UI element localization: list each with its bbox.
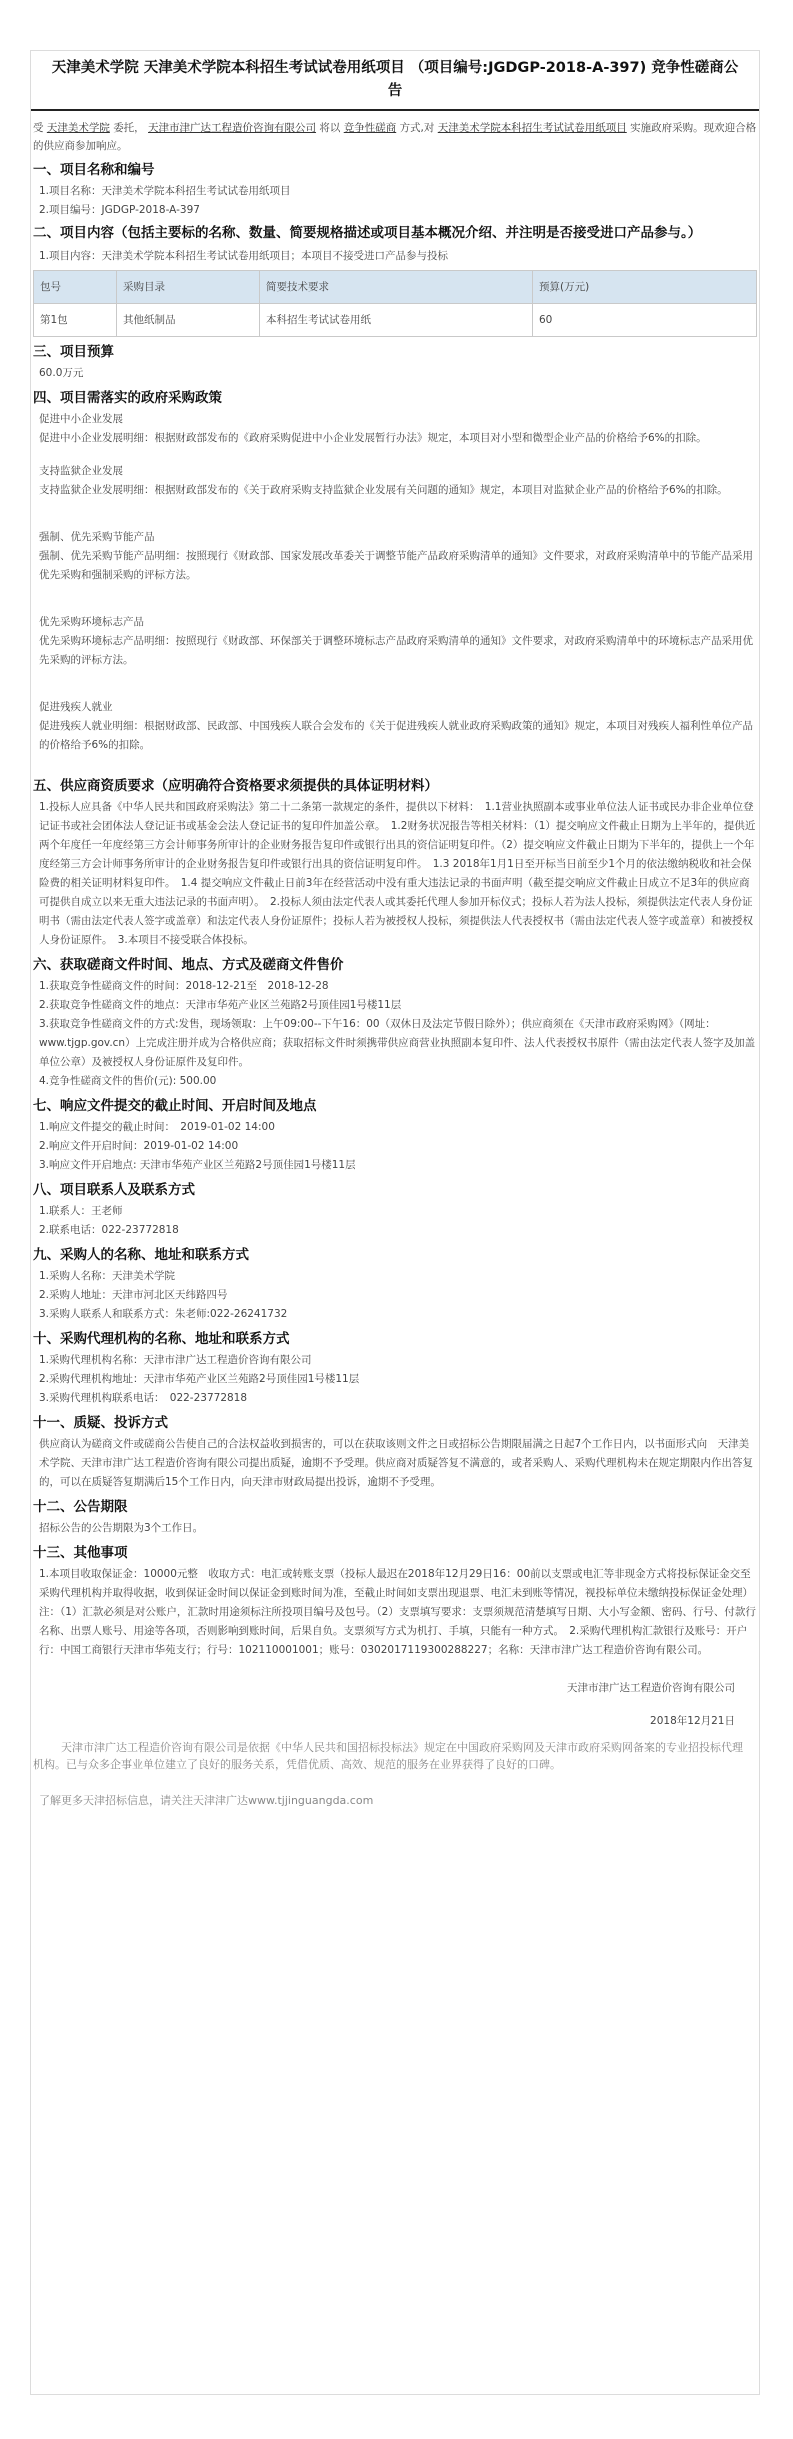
other-matters-text: 1.本项目收取保证金：10000元整 收取方式：电汇或转账支票（投标人最迟在2018年12月29日16：00前以支票或电汇等非现金方式将投标保证金交至采购代理机构并取得收据，收到保证金时间以保证金到账时间为准，至截止时间如支票出现退票、电汇未到账等情况，视投标单位未缴纳投标保证金处理）注：（1）汇款必须是对公账户，汇款时用途须标注所投项目编号及包号。（2）支票填写要求：支票须规范清楚填写日期、大小写金额、密码、行号、付款行名称、出票人账号、用途等各项，否则影响到账时间，后果自负。支票须写方式为机打、手填，只能有一种方式。 2.采购代理机构汇款银行及账号：开户行：中国工商银行天津市华苑支行；行号：102110001001；账号：0302017119300288227；名称：天津市津广达工程造价咨询有限公司。: [39, 1568, 756, 1656]
qualification-text: 1.投标人应具备《中华人民共和国政府采购法》第二十二条第一款规定的条件，提供以下材料： 1.1营业执照副本或事业单位法人证书或民办非企业单位登记证书或社会团体法人登记证书或基金会法人登记证书的复印件加盖公章。 1.2财务状况报告等相关材料：（1）提交响应文件截止日期为上半年的，提供近两个年度任一年度经第三方会计师事务所审计的企业财务报告复印件或银行出具的资信证明复印件。（2）提交响应文件截止日期为下半年的，提供上一个年度经第三方会计师事务所审计的企业财务报告复印件或银行出具的资信证明复印件。 1.3 2018年1月1日至开标当日前至少1个月的依法缴纳税收和社会保险费的相关证明材料复印件。 1.4 提交响应文件截止日前3年在经营活动中没有重大违法记录的书面声明（截至提交响应文件截止日成立不足3年的供应商可提供自成立以来无重大违法记录的书面声明）。 2.投标人须由法定代表人或其委托代理人参加开标仪式；投标人若为法人投标，须提供法定代表人身份证明书（需由法定代表人签字或盖章）和法定代表人身份证原件；投标人若为被授权人投标，须提供法人代表授权书（需由法定代表人签字或盖章）和被授权人身份证原件。 3.本项目不接受联合体投标。: [39, 801, 756, 946]
table-cell: 其他纸制品: [117, 304, 260, 337]
complaint-text: 供应商认为磋商文件或磋商公告使自己的合法权益收到损害的，可以在获取该则文件之日或招标公告期限届满之日起7个工作日内，以书面形式向 天津美术学院、天津市津广达工程造价咨询有限公司提出质疑，逾期不予受理。供应商对质疑答复不满意的，或者采购人、采购代理机构未在规定期限内作出答复的，可以在质疑答复期满后15个工作日内，向天津市财政局提出投诉，逾期不予受理。: [39, 1438, 753, 1488]
table-header-row: [34, 271, 757, 304]
budget-line: 60.0万元: [39, 367, 84, 379]
doc-price-line: 4.竞争性磋商文件的售价(元): 500.00: [39, 1075, 217, 1087]
policy-detail: 支持监狱企业发展明细：根据财政部发布的《关于政府采购支持监狱企业发展有关问题的通知》规定，本项目对监狱企业产品的价格给予6%的扣除。: [39, 484, 728, 496]
contact-phone-line: 2.联系电话：022-23772818: [39, 1224, 179, 1236]
policy-item: [33, 528, 757, 585]
opening-time-line: 2.响应文件开启时间：2019-01-02 14:00: [39, 1140, 239, 1152]
table-header-cell: 包号: [34, 271, 117, 304]
section-heading-8: 八、项目联系人及联系方式: [33, 1182, 195, 1198]
intro-paragraph: [33, 119, 757, 155]
table-row: [34, 304, 757, 337]
intro-text: 委托，: [113, 122, 145, 134]
purchaser-address-line: 2.采购人地址：天津市河北区天纬路四号: [39, 1289, 228, 1301]
intro-text: 实施政府采购。现欢迎合格的供应商参加响应。: [33, 122, 757, 152]
doc-method-line: 3.获取竞争性磋商文件的方式:发售，现场领取：上午09:00--下午16：00（双休日及法定节假日除外）；供应商须在《天津市政府采购网》（网址：www.tjgp.gov.cn）上完成注册并成为合格供应商；获取招标文件时须携带供应商营业执照副本复印件、法人代表授权书原件（需由法定代表人签字及加盖单位公章）及被授权人身份证原件及复印件。: [39, 1018, 756, 1068]
procurement-method: 竞争性磋商: [343, 122, 397, 134]
policy-title: 强制、优先采购节能产品: [39, 531, 155, 543]
opening-place-line: 3.响应文件开启地点: 天津市华苑产业区兰苑路2号顶佳园1号楼11层: [39, 1159, 356, 1171]
section-heading-10: 十、采购代理机构的名称、地址和联系方式: [33, 1331, 290, 1347]
policy-title: 优先采购环境标志产品: [39, 616, 144, 628]
contact-person-line: 1.联系人：王老师: [39, 1205, 123, 1217]
policy-title: 支持监狱企业发展: [39, 465, 123, 477]
table-header-cell: 采购目录: [117, 271, 260, 304]
section-heading-11: 十一、质疑、投诉方式: [33, 1415, 168, 1431]
section-heading-3: 三、项目预算: [33, 344, 114, 360]
signature-date: 2018年12月21日: [650, 1715, 735, 1727]
purchaser-contact-line: 3.采购人联系人和联系方式：朱老师:022-26241732: [39, 1308, 288, 1320]
section-heading-13: 十三、其他事项: [33, 1545, 128, 1561]
table-header-cell: 简要技术要求: [260, 271, 533, 304]
intro-text: 受: [33, 122, 44, 134]
page-title: 天津美术学院 天津美术学院本科招生考试试卷用纸项目 （项目编号:JGDGP-2018-A-397) 竞争性磋商公告: [51, 60, 739, 99]
intro-text: 将以: [319, 122, 341, 134]
policy-detail: 促进残疾人就业明细：根据财政部、民政部、中国残疾人联合会发布的《关于促进残疾人就业政府采购政策的通知》规定，本项目对残疾人福利性单位产品的价格给予6%的扣除。: [39, 720, 753, 751]
announcement-body: [31, 119, 759, 1810]
section-heading-2: 二、项目内容（包括主要标的名称、数量、简要规格描述或项目基本概况介绍、并注明是否接受进口产品参与。）: [33, 225, 702, 241]
policy-title: 促进残疾人就业: [39, 701, 113, 713]
signature-company: 天津市津广达工程造价咨询有限公司: [567, 1682, 735, 1694]
policy-detail: 优先采购环境标志产品明细：按照现行《财政部、环保部关于调整环境标志产品政府采购清单的通知》文件要求，对政府采购清单中的环境标志产品采用优先采购的评标方法。: [39, 635, 753, 666]
policy-detail: 促进中小企业发展明细：根据财政部发布的《政府采购促进中小企业发展暂行办法》规定，本项目对小型和微型企业产品的价格给予6%的扣除。: [39, 432, 707, 444]
policy-detail: 强制、优先采购节能产品明细：按照现行《财政部、国家发展改革委关于调整节能产品政府采购清单的通知》文件要求，对政府采购清单中的节能产品采用优先采购和强制采购的评标方法。: [39, 550, 753, 581]
section-heading-4: 四、项目需落实的政府采购政策: [33, 390, 222, 406]
section-heading-12: 十二、公告期限: [33, 1499, 128, 1515]
agency-phone-line: 3.采购代理机构联系电话： 022-23772818: [39, 1392, 248, 1404]
client-name: 天津美术学院: [46, 122, 110, 134]
package-table: [33, 270, 757, 337]
section-heading-9: 九、采购人的名称、地址和联系方式: [33, 1247, 249, 1263]
section-heading-1: 一、项目名称和编号: [33, 162, 155, 178]
title-divider: [31, 109, 759, 111]
policy-item: [33, 613, 757, 670]
table-cell: 60: [533, 304, 757, 337]
section-heading-6: 六、获取磋商文件时间、地点、方式及磋商文件售价: [33, 957, 344, 973]
notice-period-line: 招标公告的公告期限为3个工作日。: [39, 1522, 204, 1534]
project-content-line: 1.项目内容：天津美术学院本科招生考试试卷用纸项目；本项目不接受进口产品参与投标: [39, 250, 449, 262]
deadline-line: 1.响应文件提交的截止时间： 2019-01-02 14:00: [39, 1121, 275, 1133]
table-cell: 第1包: [34, 304, 117, 337]
policy-item: [33, 462, 757, 500]
agency-address-line: 2.采购代理机构地址：天津市华苑产业区兰苑路2号顶佳园1号楼11层: [39, 1373, 360, 1385]
doc-time-line: 1.获取竞争性磋商文件的时间：2018-12-21至 2018-12-28: [39, 980, 329, 992]
policy-item: [33, 698, 757, 755]
purchaser-name-line: 1.采购人名称：天津美术学院: [39, 1270, 176, 1282]
doc-place-line: 2.获取竞争性磋商文件的地点：天津市华苑产业区兰苑路2号顶佳园1号楼11层: [39, 999, 402, 1011]
project-name: 天津美术学院本科招生考试试卷用纸项目: [437, 122, 627, 134]
project-name-line: 1.项目名称：天津美术学院本科招生考试试卷用纸项目: [39, 185, 291, 197]
agency-name-line: 1.采购代理机构名称：天津市津广达工程造价咨询有限公司: [39, 1354, 312, 1366]
intro-text: 方式,对: [399, 122, 435, 134]
table-cell: 本科招生考试试卷用纸: [260, 304, 533, 337]
project-number-line: 2.项目编号：JGDGP-2018-A-397: [39, 204, 200, 216]
policy-item: [33, 410, 757, 448]
section-heading-5: 五、供应商资质要求（应明确符合资格要求须提供的具体证明材料）: [33, 778, 438, 794]
announcement-page: [30, 50, 760, 2395]
policy-title: 促进中小企业发展: [39, 413, 123, 425]
table-header-cell: 预算(万元): [533, 271, 757, 304]
section-heading-7: 七、响应文件提交的截止时间、开启时间及地点: [33, 1098, 317, 1114]
agency-name: 天津市津广达工程造价咨询有限公司: [148, 122, 317, 134]
footer-note: 天津市津广达工程造价咨询有限公司是依据《中华人民共和国招标投标法》规定在中国政府采购网及天津市政府采购网备案的专业招投标代理机构。已与众多企事业单位建立了良好的服务关系，凭借优质、高效、规范的服务在业界获得了良好的口碑。: [33, 1741, 743, 1771]
footer-link-text[interactable]: 了解更多天津招标信息，请关注天津津广达www.tjjinguangda.com: [39, 1794, 374, 1807]
